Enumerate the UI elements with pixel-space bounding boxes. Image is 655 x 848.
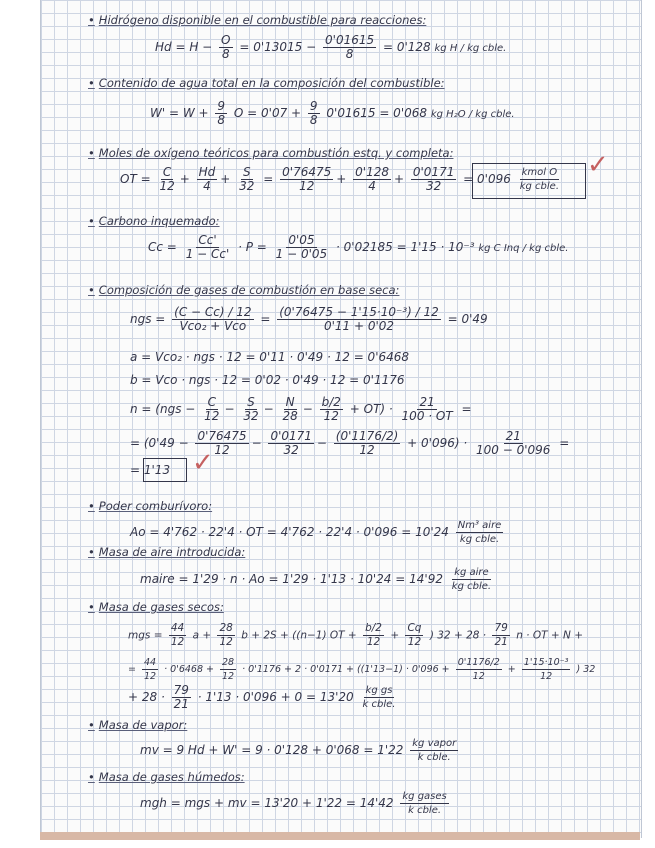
- eq-ngs: ngs = $\frac{(C - Cc) / 12}{\text{Vco₂ + Vco}}$ = $\frac{\text{(0'76475 − 1'15·10⁻³) / 12}}{0'11 + 0'02}$ = 0'49: [130, 305, 488, 333]
- eq-mgs-result: + 28 · $\frac{79}{21}$ · 1'13 · 0'096 + 0 = 13'20 $\frac{\text{kg gs}}{\text{k cble.}}$: [128, 683, 396, 711]
- eq-b: b = Vco · ngs · 12 = 0'02 · 0'49 · 12 = 0'1176: [130, 373, 405, 387]
- eq-n-substituted: = (0'49 − $\frac{0'76475}{12}$ − $\frac{0'0171}{32}$ − $\frac{(0'1176/2)}{12}$ + 0'096) · $\frac{21}{100 - 0'096}$ =: [130, 429, 570, 457]
- eq-oxigeno: OT = $\frac{C}{12}$ + $\frac{Hd}{4}$ + $\frac{S}{32}$ = $\frac{0'76475}{12}$ + $\frac{0'128}{4}$ + $\frac{0'0171}{32}$ = 0'096 $\frac{\text{kmol O}}{\text{kg cble.}}$: [120, 165, 559, 193]
- heading-masa-gases-secos: • Masa de gases secos:: [88, 600, 224, 614]
- heading-masa-vapor: • Masa de vapor:: [88, 718, 188, 732]
- heading-masa-aire: • Masa de aire introducida:: [88, 545, 246, 559]
- heading-hidrogeno: • Hidrógeno disponible en el combustible para reacciones:: [88, 13, 427, 27]
- eq-masa-vapor: mv = 9 Hd + W' = 9 · 0'128 + 0'068 = 1'22 $\frac{\text{kg vapor}}{\text{k cble.}}$: [140, 738, 457, 763]
- heading-poder: • Poder comburívoro:: [88, 499, 213, 513]
- eq-masa-aire: maire = 1'29 · n · Ao = 1'29 · 1'13 · 10'24 = 14'92 $\frac{\text{kg aire}}{\text{kg cble.}}$: [140, 567, 492, 592]
- eq-n-result: = 1'13: [130, 463, 171, 477]
- heading-carbono: • Carbono inquemado:: [88, 214, 220, 228]
- heading-composicion-gases: • Composición de gases de combustión en base seca:: [88, 283, 400, 297]
- result-box-oxigeno: [472, 163, 586, 199]
- result-box-n: [143, 458, 187, 482]
- eq-mgs-substituted: = $\frac{44}{12}$ · 0'6468 + $\frac{28}{12}$ · 0'1176 + 2 · 0'0171 + ((1'13−1) · 0'096 + $\frac{0'1176/2}{12}$ + $\frac{\text{1'15·10⁻³}}{12}$ ) 32: [128, 657, 596, 682]
- eq-masa-gases-humedos: mgh = mgs + mv = 13'20 + 1'22 = 14'42 $\frac{\text{kg gases}}{\text{k cble.}}$: [140, 791, 447, 816]
- heading-masa-gases-humedos: • Masa de gases húmedos:: [88, 770, 245, 784]
- eq-carbono: Cc = $\frac{Cc'}{1 - Cc'}$ · P = $\frac{0'05}{1 - 0'05}$ · 0'02185 = 1'15 · 10⁻³ kg C Inq / kg cble.: [148, 233, 569, 261]
- checkmark-oxigeno: ✓: [587, 150, 609, 180]
- checkmark-n: ✓: [192, 448, 214, 478]
- eq-agua: W' = W + $\frac{9}{8}$ O = 0'07 + $\frac{9}{8}$ 0'01615 = 0'068 kg H₂O / kg cble.: [150, 99, 515, 127]
- eq-a: a = Vco₂ · ngs · 12 = 0'11 · 0'49 · 12 = 0'6468: [130, 350, 410, 364]
- eq-n-formula: n = (ngs − $\frac{C}{12}$ − $\frac{S}{32}$ − $\frac{N}{28}$ − $\frac{b/2}{12}$ + OT) · $\frac{21}{100 \cdot OT}$ =: [130, 395, 472, 423]
- eq-poder: Ao = 4'762 · 22'4 · OT = 4'762 · 22'4 · 0'096 = 10'24 $\frac{\text{Nm³ aire}}{\text{kg cble.}}$: [130, 520, 502, 545]
- heading-agua: • Contenido de agua total en la composición del combustible:: [88, 76, 445, 90]
- eq-mgs-formula: mgs = $\frac{44}{12}$ a + $\frac{28}{12}$ b + 2S + ((n−1) OT + $\frac{b/2}{12}$ + $\frac{Cq}{12}$ ) 32 + 28 · $\frac{79}{21}$ n · OT + N +: [128, 622, 583, 648]
- page-bottom-edge: [40, 832, 640, 840]
- heading-oxigeno: • Moles de oxígeno teóricos para combustión estq. y completa:: [88, 146, 454, 160]
- eq-hidrogeno: Hd = H − $\frac{O}{8}$ = 0'13015 − $\frac{0'01615}{8}$ = 0'128 kg H / kg cble.: [155, 33, 507, 61]
